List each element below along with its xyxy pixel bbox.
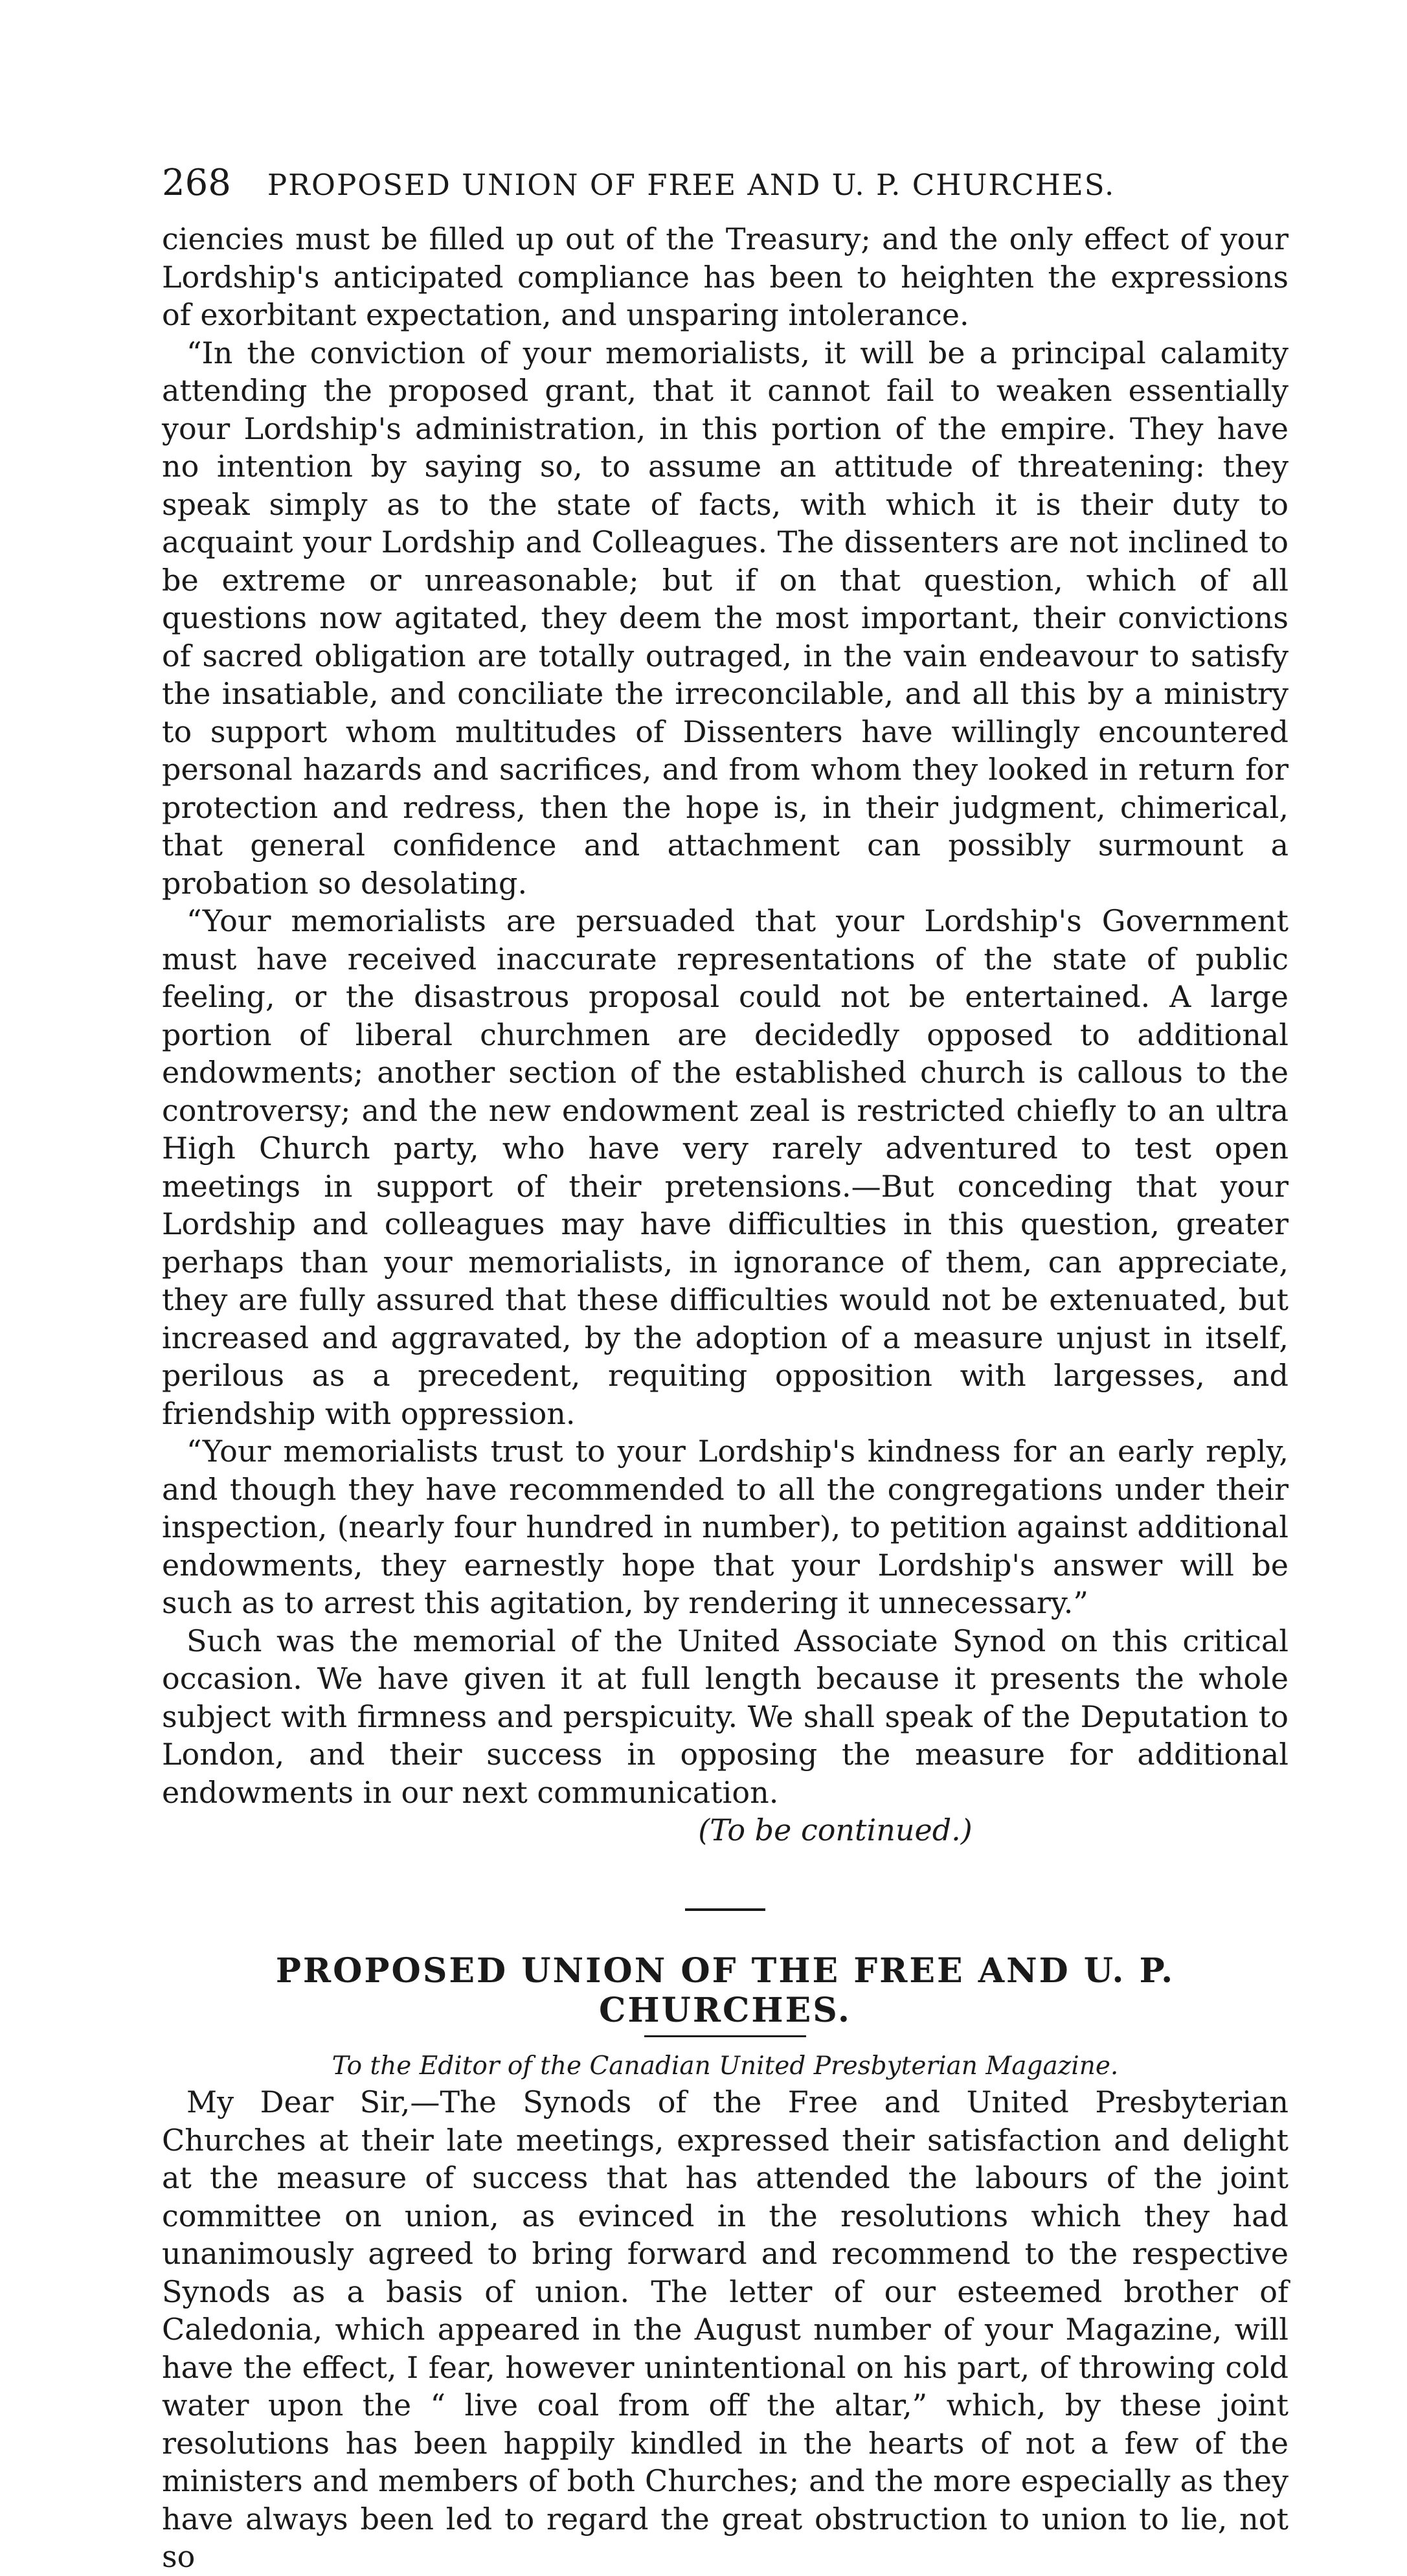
title-underline bbox=[644, 2035, 806, 2037]
paragraph-3: “Your memorialists are persuaded that your Lordship's Government must have received inaccurate representations of the state of public feeling, or the disastrous proposal could not be entertained. A large portion of liberal churchmen are decidedly opposed to additional endowments; another section of the established church is callous to the controversy; and the new endowment zeal is restricted chiefly to an ultra High Church party, who have very rarely adventured to test open meetings in support of their pretensions.—But conceding that your Lordship and colleagues may have difficulties in this question, greater perhaps than your memorialists, in ignorance of them, can appreciate, they are fully assured that these difficulties would not be extenuated, but increased and aggravated, by the adoption of a measure unjust in itself, perilous as a precedent, requiting opposition with largesses, and friendship with oppression. bbox=[162, 903, 1289, 1431]
running-title: PROPOSED UNION OF FREE AND U. P. CHURCHES. bbox=[267, 168, 1116, 202]
paragraph-2: “In the conviction of your memorialists, it will be a principal calamity attending the proposed grant, that it cannot fail to weaken essentially your Lordship's administration, in this portion of the empire. They have no intention by saying so, to assume an attitude of threatening: they speak simply as to the state of facts, with which it is their duty to acquaint your Lordship and Colleagues. The dissenters are not inclined to be extreme or unreasonable; but if on that question, which of all questions now agitated, they deem the most important, their convictions of sacred obligation are totally outraged, in the vain endeavour to satisfy the insatiable, and conciliate the irreconcilable, and all this by a ministry to support whom multitudes of Dissenters have willingly encountered personal hazards and sacrifices, and from whom they looked in return for protection and redress, then the hope is, in their judgment, chimerical, that general confidence and attachment can possibly surmount a probation so desolating. bbox=[162, 335, 1289, 901]
dedication-line: To the Editor of the Canadian United Presbyterian Magazine. bbox=[332, 2051, 1119, 2081]
section-divider bbox=[685, 1908, 765, 1911]
document-page bbox=[162, 162, 1289, 2576]
to-be-continued: (To be continued.) bbox=[698, 1813, 973, 1847]
letter-paragraph-1: My Dear Sir,—The Synods of the Free and United Presbyterian Churches at their late meetings, expressed their satisfaction and delight at the measure of success that has attended the labours of the joint committee on union, as evinced in the resolutions which they had unanimously agreed to bring forward and recommend to the respective Synods as a basis of union. The letter of our esteemed brother of Caledonia, which appeared in the August number of your Magazine, will have the effect, I fear, however unintentional on his part, of throwing cold water upon the “ live coal from off the altar,” which, by these joint resolutions has been happily kindled in the hearts of not a few of the ministers and members of both Churches; and the more especially as they have always been led to regard the great obstruction to union to lie, not so bbox=[162, 2085, 1289, 2574]
running-head bbox=[162, 162, 1289, 220]
paragraph-1: ciencies must be filled up out of the Treasury; and the only effect of your Lordship's anticipated compliance has been to heighten the expressions of exorbitant expectation, and unsparing intolerance. bbox=[162, 221, 1289, 332]
section-title: PROPOSED UNION OF THE FREE AND U. P. CHURCHES. bbox=[275, 1951, 1175, 2030]
paragraph-5: Such was the memorial of the United Associate Synod on this critical occasion. We have given it at full length because it presents the whole subject with firmness and perspicuity. We shall speak of the Deputation to London, and their success in opposing the measure for additional endowments in our next communication. bbox=[162, 1623, 1289, 1810]
page-number: 268 bbox=[162, 162, 231, 204]
paragraph-4: “Your memorialists trust to your Lordship's kindness for an early reply, and though they have recommended to all the congregations under their inspection, (nearly four hundred in number), to petition against additional endowments, they earnestly hope that your Lordship's answer will be such as to arrest this agitation, by rendering it unnecessary.” bbox=[162, 1434, 1289, 1620]
